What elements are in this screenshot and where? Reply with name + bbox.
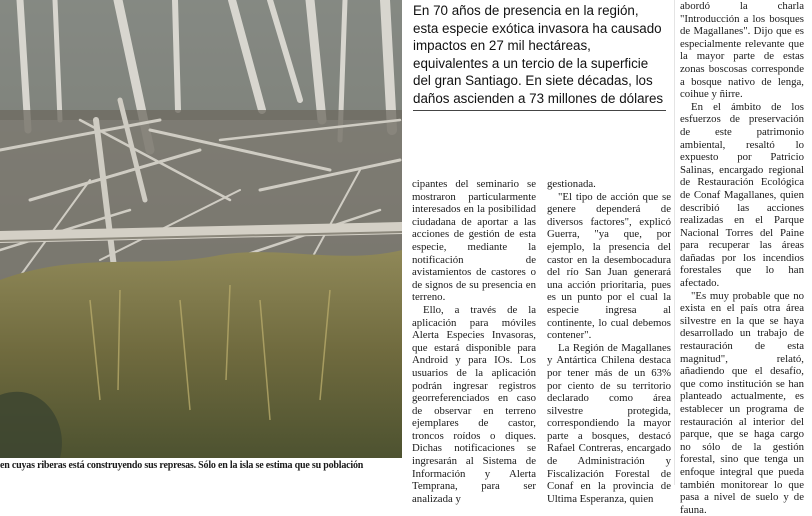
beaver-dam-photo <box>0 0 402 458</box>
deck-divider <box>413 110 666 111</box>
paragraph: "Es muy probable que no exista en el país otra área silvestre en la que se haya desarrollado un trabajo de restauración de esta magnitud", relató, añadiendo que el desafío, que como institución se han planteado actualmente, es establecer un programa de restauración al interior del parque, que se haga cargo no sólo de la gestión forestal, sino que tenga un enfoque integral que pueda también monitorear lo que pasa a nivel de suelo y de fauna. <box>680 289 804 516</box>
article-column-1 <box>412 178 536 505</box>
article-column-2 <box>547 178 671 505</box>
paragraph: Ello, a través de la aplicación para móviles Alerta Especies Invasoras, que estará disponible para Android y para IOs. Los usuarios de la aplicación podrán ingresar registros georreferenciados en caso de observar en terreno ejemplares de castor, troncos roídos o diques. Dichas notificaciones se ingresarán al Sistema de Información y Alerta Temprana, para ser analizada y <box>412 303 536 505</box>
paragraph: La Región de Magallanes y Antártica Chilena destaca por tener más de un 63% por ciento de su territorio declarado como área silvestre protegida, correspondiendo la mayor parte a bosques, destacó Rafael Contreras, encargado de Administración y Fiscalización Forestal de Conaf en la provincia de Ultima Esperanza, quien <box>547 341 671 505</box>
photo-caption: en cuyas riberas está construyendo sus represas. Sólo en la isla se estima que su población <box>0 460 364 471</box>
article-deck: En 70 años de presencia en la región, esta especie exótica invasora ha causado impactos en 27 mil hectáreas, equivalentes a un tercio de la superficie del gran Santiago. En siete décadas, los daños ascienden a 73 millones de dólares <box>413 3 664 106</box>
paragraph: En el ámbito de los esfuerzos de preservación de este patrimonio ambiental, resaltó lo expuesto por Patricio Salinas, encargado regional de Restauración Ecológica de Conaf Magallanes, quien describió las acciones realizadas en el Parque Nacional Torres del Paine para recuperar las áreas dañadas por los incendios forestales que lo han afectado. <box>680 100 804 290</box>
paragraph: gestionada. <box>547 178 596 190</box>
column-divider <box>674 0 675 485</box>
paragraph: abordó la charla "Introducción a los bosques de Magallanes". Dijo que es especialmente relevante que la mayor parte de estas zonas boscosas corresponde a bosque nativo de lenga, coihue y ñirre. <box>680 0 804 101</box>
paragraph: "El tipo de acción que se genere dependerá de diversos factores", explicó Guerra, "ya que, por ejemplo, la presencia del castor en la desembocadura del río San Juan generará una acción prioritaria, pues es un punto por el cual la especie ingresa al continente, lo cual debemos contener". <box>547 190 671 342</box>
paragraph: cipantes del seminario se mostraron particularmente interesados en la posibilidad ciudadana de aportar a las acciones de gestión de esta especie, mediante la notificación de avistamientos de castores o de signos de su presencia en terreno. <box>412 178 536 304</box>
article-column-3 <box>680 0 804 516</box>
